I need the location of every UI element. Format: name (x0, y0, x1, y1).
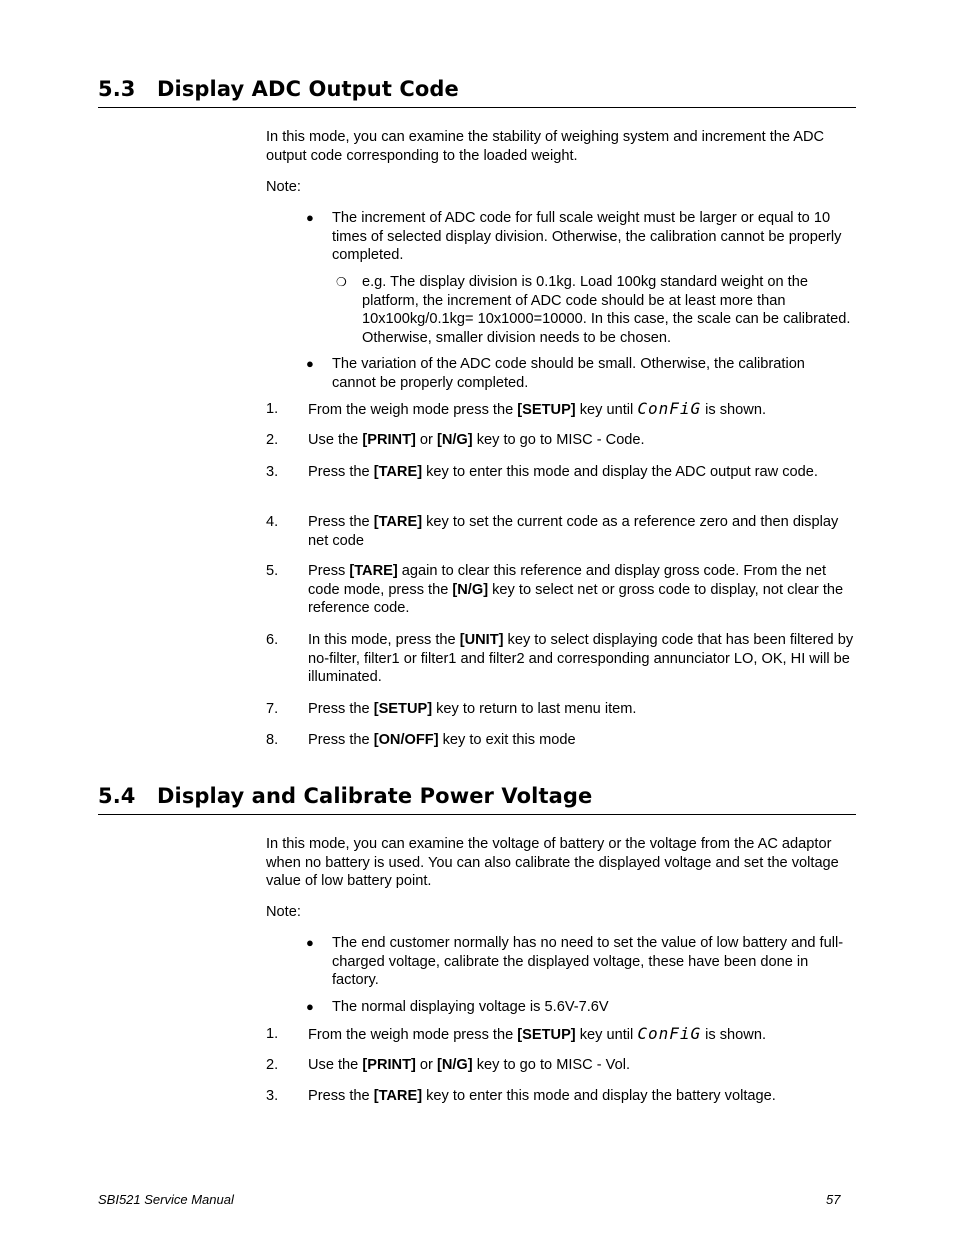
section-intro: In this mode, you can examine the voltage of battery or the voltage from the AC adaptor when no battery is used. You can also calibrate the displayed voltage and set the voltage value of low battery point. (266, 836, 839, 890)
footer-manual-title: SBI521 Service Manual (98, 1192, 234, 1207)
step-text-part: Press the (308, 1088, 374, 1104)
step-text (308, 1087, 856, 1106)
step-text-part: Press (308, 563, 350, 579)
bullet-icon: ● (306, 935, 314, 950)
section-number: 5.4 (98, 784, 136, 808)
section-heading-5-4 (98, 784, 856, 815)
key-name: [N/G] (436, 1057, 473, 1073)
key-name: [N/G] (436, 432, 473, 448)
step-text-part: key to enter this mode and display the battery voltage. (422, 1088, 776, 1104)
key-name: [SETUP] (373, 701, 433, 717)
note-label: Note: (266, 179, 301, 195)
step-text-part: key to exit this mode (438, 732, 576, 748)
step-number: 5. (266, 563, 279, 579)
bullet-icon: ● (306, 356, 314, 371)
lcd-display-text: ConFiG (637, 1024, 702, 1043)
step-number: 8. (266, 732, 279, 748)
section-intro: In this mode, you can examine the stability of weighing system and increment the ADC output code corresponding to the loaded weight. (266, 129, 825, 164)
section-number: 5.3 (98, 77, 136, 101)
step-text-part: key until (575, 402, 638, 418)
step-text-part: Press the (308, 464, 374, 480)
step-number: 2. (266, 1057, 279, 1073)
step-text (308, 562, 856, 618)
footer-page-number: 57 (826, 1192, 841, 1207)
step-text (308, 463, 856, 482)
step-number: 3. (266, 1088, 279, 1104)
step-number: 1. (266, 401, 279, 417)
step-text-part: key to set the current code as a reference zero and then display net code (308, 514, 839, 549)
key-name: [SETUP] (517, 402, 576, 418)
step-text (308, 400, 856, 420)
key-name: [TARE] (373, 1088, 423, 1104)
step-text-part: Use the (308, 432, 363, 448)
step-text-part: key to go to MISC - Vol. (472, 1057, 630, 1073)
step-text (308, 431, 856, 450)
lcd-display-text: ConFiG (637, 399, 702, 418)
step-number: 3. (266, 464, 279, 480)
step-text-part: or (415, 1057, 437, 1073)
step-number: 7. (266, 701, 279, 717)
section-title: Display and Calibrate Power Voltage (157, 784, 593, 808)
section-title: Display ADC Output Code (157, 77, 459, 101)
step-text-part: key to select displaying code that has been filtered by no-filter, filter1 or filter1 and filter2 and corresponding annunciator LO, OK, HI will be illuminated. (308, 632, 854, 686)
step-number: 6. (266, 632, 279, 648)
key-name: [N/G] (452, 581, 489, 598)
step-text (308, 513, 856, 550)
step-text-part: or (415, 432, 437, 448)
step-text (308, 700, 856, 719)
step-text-part: key to return to last menu item. (432, 701, 637, 717)
step-number: 2. (266, 432, 279, 448)
bullet-text: The normal displaying voltage is 5.6V-7.6V (332, 999, 609, 1015)
step-text (308, 1025, 856, 1045)
key-name: [TARE] (349, 563, 398, 579)
key-name: [PRINT] (362, 1057, 416, 1073)
bullet-text: The variation of the ADC code should be small. Otherwise, the calibration cannot be properly completed. (332, 356, 805, 391)
key-name: [ON/OFF] (373, 732, 439, 748)
key-name: [SETUP] (517, 1027, 576, 1043)
bullet-text: The end customer normally has no need to set the value of low battery and full-charged voltage, calibrate the displayed voltage, these have been done in factory. (332, 935, 844, 989)
step-text (308, 631, 856, 687)
step-text-part: key to enter this mode and display the ADC output raw code. (422, 464, 818, 480)
step-text-part: is shown. (701, 402, 766, 418)
note-label: Note: (266, 904, 301, 920)
step-text-part: In this mode, press the (308, 632, 460, 648)
step-number: 1. (266, 1026, 279, 1042)
step-text-part: again to clear this reference and display gross code. From the net code mode, press the (308, 563, 827, 598)
bullet-text: The increment of ADC code for full scale weight must be larger or equal to 10 times of selected display division. Otherwise, the calibration cannot be properly completed. (332, 210, 842, 264)
key-name: [TARE] (373, 464, 423, 480)
key-name: [PRINT] (362, 432, 416, 448)
section-heading-5-3 (98, 77, 856, 108)
step-text-part: key until (575, 1027, 638, 1043)
step-text-part: Press the (308, 514, 374, 530)
step-text-part: Use the (308, 1057, 363, 1073)
step-text-part: is shown. (701, 1027, 766, 1043)
step-text-part: From the weigh mode press the (308, 402, 518, 418)
step-number: 4. (266, 514, 279, 530)
bullet-icon: ● (306, 210, 314, 225)
key-name: [TARE] (373, 514, 423, 530)
step-text-part: key to go to MISC - Code. (472, 432, 645, 448)
step-text-part: Press the (308, 701, 374, 717)
key-name: [UNIT] (459, 632, 504, 648)
step-text-part: From the weigh mode press the (308, 1027, 518, 1043)
bullet-icon: ● (306, 999, 314, 1014)
step-text (308, 1056, 856, 1075)
step-text-part: key to select net or gross code to display, not clear the reference code. (308, 581, 844, 617)
step-text-part: Press the (308, 732, 374, 748)
circle-bullet-icon: ❍ (336, 275, 347, 289)
step-text (308, 731, 856, 750)
sub-bullet-text: e.g. The display division is 0.1kg. Load 100kg standard weight on the platform, the increment of ADC code should be at least more than 10x100kg/0.1kg= 10x1000=10000. In this case, the scale can be calibrated. Otherwise, smaller division needs to be chosen. (362, 274, 851, 347)
